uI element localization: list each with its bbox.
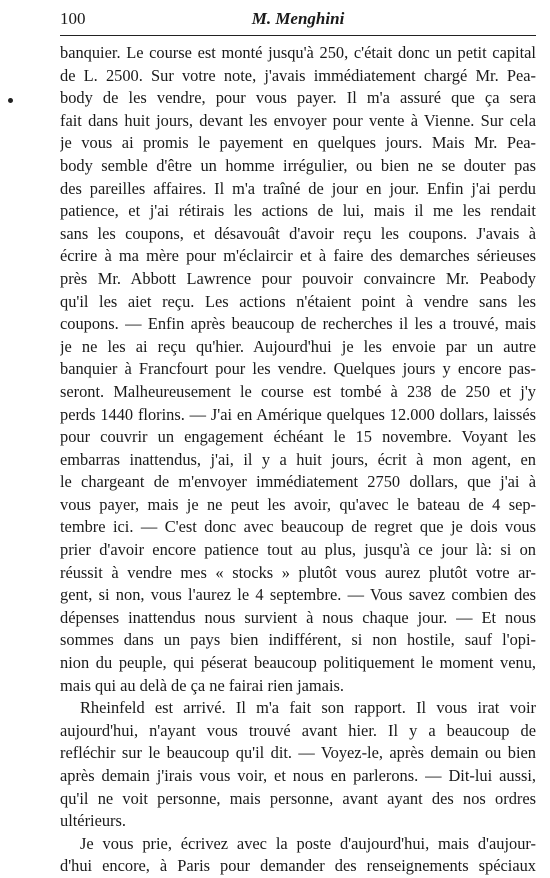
text-line: perds 1440 florins. — J'ai en Amérique quelques 12.000 dollars, laissés: [60, 404, 536, 424]
running-head: M. Menghini: [251, 9, 345, 28]
text-line: body de les vendre, pour vous payer. Il m'a assuré que ça sera: [60, 88, 536, 108]
margin-mark: [8, 98, 13, 103]
text-line: de L. 2500. Sur votre note, j'avais immédiatement chargé Mr. Pea-: [60, 65, 536, 85]
text-line: Je vous prie, écrivez avec la poste d'aujourd'hui, mais d'aujour-: [80, 833, 536, 853]
text-line: je vous ai promis le payement en quelques jours. Mais Mr. Pea-: [60, 133, 536, 153]
body-text: [60, 42, 536, 878]
text-line: aujourd'hui, n'ayant vous trouvé avant hier. Il y a beaucoup de: [60, 720, 536, 740]
text-line: banquier à Francfourt pour les vendre. Quelques jours y encore pas-: [60, 359, 536, 379]
text-line: seront. Malheureusement le course est tombé à 238 de 250 et j'y: [60, 381, 536, 401]
text-line: mais qui au delà de ça ne fairai rien jamais.: [60, 675, 344, 695]
header-rule: [60, 35, 536, 36]
text-line: réussit à vendre mes « stocks » plutôt vous aurez plutôt votre ar-: [60, 562, 536, 582]
page-number: 100: [60, 9, 86, 28]
text-line: pour couvrir un engagement échéant le 15 novembre. Voyant les: [60, 427, 536, 447]
text-line: je ne les ai reçu qu'hier. Aujourd'hui je les envoie par un autre: [60, 336, 536, 356]
text-line: près Mr. Abbott Lawrence pour pouvoir convaincre Mr. Peabody: [60, 268, 536, 288]
text-line: Rheinfeld est arrivé. Il m'a fait son rapport. Il vous irat voir: [80, 698, 536, 718]
text-line: après demain j'irais vous voir, et nous en parlerons. — Dit-lui aussi,: [60, 766, 536, 785]
text-line: patience, et j'ai rétirais les actions de lui, mais il me les rendait: [60, 201, 536, 221]
text-line: dépenses inattendus nous survient à nous chaque jour. — Et nous: [60, 607, 536, 627]
text-line: fait dans huit jours, devant les envoyer pour vente à Vienne. Sur cela: [60, 110, 536, 130]
text-line: nion du peuple, qui péserat beaucoup politiquement le moment venu,: [60, 653, 536, 673]
text-line: sans les coupons, et désavouât d'avoir reçu les coupons. J'avais à: [60, 223, 536, 243]
text-line: body semble d'être un homme irrégulier, ou bien ne se douter pas: [60, 155, 536, 175]
text-line: d'hui encore, à Paris pour demander des renseignements spéciaux: [60, 856, 536, 876]
text-line: qu'il les aiet reçu. Les actions n'étaient point à vendre sans les: [60, 291, 536, 311]
text-line: ultérieurs.: [60, 811, 126, 831]
page-header: [60, 4, 536, 34]
text-line: écrire à ma mère pour m'éclaircir et à faire des demarches sérieuses: [60, 246, 536, 266]
text-line: le chargeant de m'envoyer immédiatement 2750 dollars, que j'ai à: [60, 472, 536, 492]
text-line: refléchir sur le beaucoup qu'il dit. — Voyez-le, après demain ou bien: [60, 743, 536, 763]
text-line: qu'il ne voit personne, mais personne, avant ayant des nos ordres: [60, 788, 536, 808]
text-line: gent, si non, vous l'aurez le 4 septembre. — Vous savez combien des: [60, 585, 536, 605]
text-line: tembre ici. — C'est donc avec beaucoup de regret que je dois vous: [60, 517, 536, 537]
text-line: vous payer, mais je ne peut les avoir, qu'avec le bateau de 4 sep-: [60, 494, 536, 514]
text-line: des pareilles affaires. Il m'a traîné de jour en jour. Enfin j'ai perdu: [60, 178, 536, 198]
text-line: banquier. Le course est monté jusqu'à 250, c'était donc un petit capital: [60, 43, 536, 62]
text-line: sommes dans un pays bien indifférent, si non hostile, sauf l'opi-: [60, 630, 536, 650]
text-line: coupons. — Enfin après beaucoup de recherches il les a trouvé, mais: [60, 314, 536, 334]
text-line: embarras inattendus, j'ai, il y a huit jours, écrit à mon agent, en: [60, 449, 536, 469]
text-line: prier d'avoir encore patience tout au plus, jusqu'à ce jour là: si on: [60, 540, 536, 560]
